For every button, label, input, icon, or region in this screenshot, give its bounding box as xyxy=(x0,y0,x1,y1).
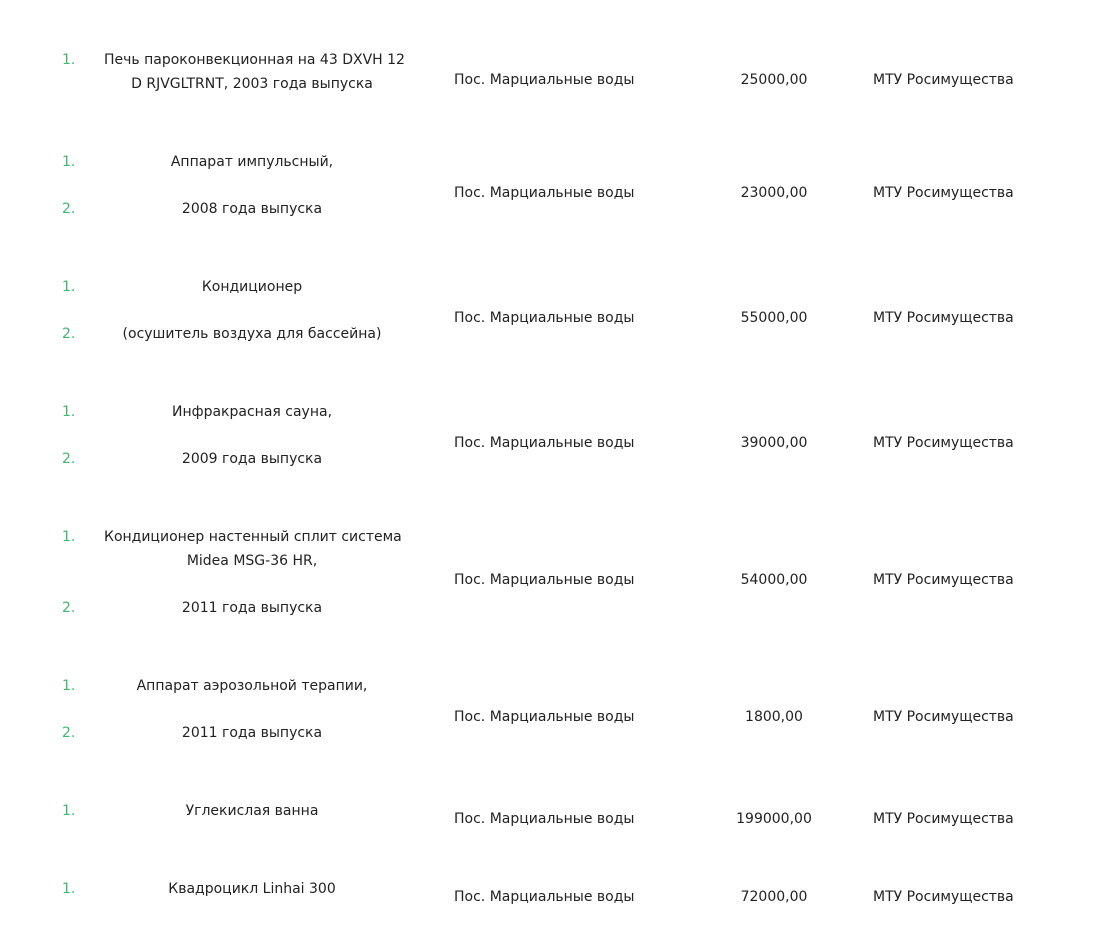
list-marker: 2. xyxy=(62,326,76,342)
list-marker: 1. xyxy=(62,279,76,295)
item-name-line: Инфракрасная сауна, xyxy=(171,404,333,420)
item-name-line: Midea MSG-36 HR, xyxy=(186,553,318,569)
item-name-line: Аппарат импульсный, xyxy=(170,154,334,170)
item-name-line: (осушитель воздуха для бассейна) xyxy=(122,326,382,342)
list-marker: 1. xyxy=(62,154,76,170)
item-name-line: 2008 года выпуска xyxy=(181,201,323,217)
owner-cell: МТУ Росимущества xyxy=(873,435,1014,451)
list-marker: 1. xyxy=(62,404,76,420)
price-cell: 23000,00 xyxy=(740,185,808,201)
price-cell: 54000,00 xyxy=(740,572,808,588)
list-marker: 2. xyxy=(62,451,76,467)
list-marker: 2. xyxy=(62,725,76,741)
owner-cell: МТУ Росимущества xyxy=(873,572,1014,588)
location-cell: Пос. Марциальные воды xyxy=(454,185,635,201)
price-cell: 39000,00 xyxy=(740,435,808,451)
item-name-line: Кондиционер настенный сплит система xyxy=(104,529,402,545)
price-cell: 25000,00 xyxy=(740,72,808,88)
owner-cell: МТУ Росимущества xyxy=(873,310,1014,326)
list-marker: 1. xyxy=(62,529,76,545)
location-cell: Пос. Марциальные воды xyxy=(454,435,635,451)
price-cell: 72000,00 xyxy=(740,889,808,905)
location-cell: Пос. Марциальные воды xyxy=(454,811,635,827)
location-cell: Пос. Марциальные воды xyxy=(454,709,635,725)
location-cell: Пос. Марциальные воды xyxy=(454,572,635,588)
location-cell: Пос. Марциальные воды xyxy=(454,310,635,326)
owner-cell: МТУ Росимущества xyxy=(873,72,1014,88)
list-marker: 2. xyxy=(62,201,76,217)
item-name-line: Печь пароконвекционная на 43 DXVH 12 xyxy=(104,52,405,68)
location-cell: Пос. Марциальные воды xyxy=(454,889,635,905)
owner-cell: МТУ Росимущества xyxy=(873,889,1014,905)
list-marker: 1. xyxy=(62,52,76,68)
list-marker: 2. xyxy=(62,600,76,616)
list-marker: 1. xyxy=(62,803,76,819)
owner-cell: МТУ Росимущества xyxy=(873,811,1014,827)
list-marker: 1. xyxy=(62,881,76,897)
price-cell: 1800,00 xyxy=(745,709,803,725)
owner-cell: МТУ Росимущества xyxy=(873,185,1014,201)
location-cell: Пос. Марциальные воды xyxy=(454,72,635,88)
owner-cell: МТУ Росимущества xyxy=(873,709,1014,725)
item-name-line: D RJVGLTRNT, 2003 года выпуска xyxy=(131,76,373,92)
list-marker: 1. xyxy=(62,678,76,694)
price-cell: 199000,00 xyxy=(736,811,812,827)
item-name-line: 2011 года выпуска xyxy=(181,600,323,616)
item-name-line: Углекислая ванна xyxy=(185,803,319,819)
item-name-line: Кондиционер xyxy=(201,279,303,295)
item-name-line: 2011 года выпуска xyxy=(181,725,323,741)
item-name-line: Аппарат аэрозольной терапии, xyxy=(136,678,368,694)
price-cell: 55000,00 xyxy=(740,310,808,326)
item-name-line: Квадроцикл Linhai 300 xyxy=(168,881,336,897)
item-name-line: 2009 года выпуска xyxy=(181,451,323,467)
